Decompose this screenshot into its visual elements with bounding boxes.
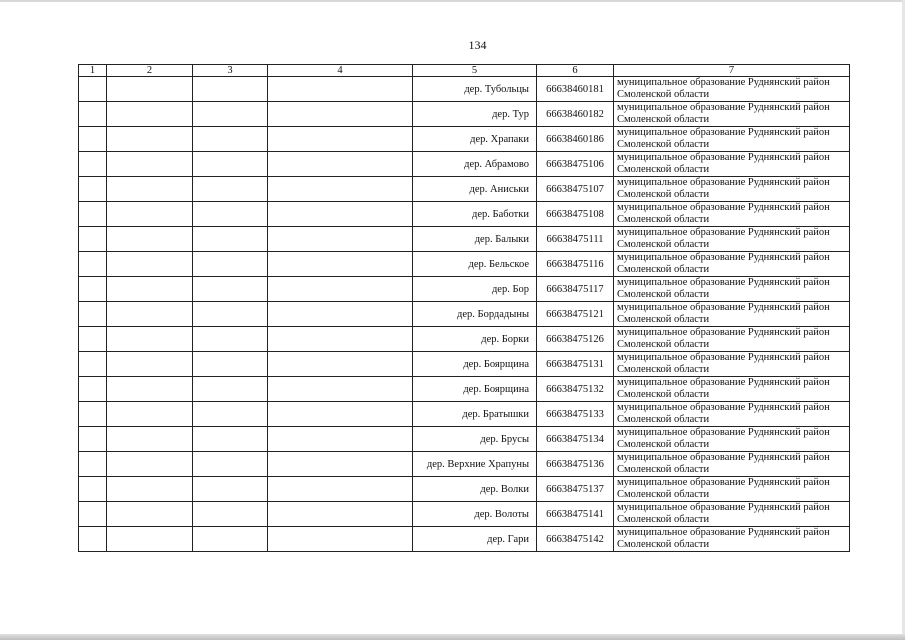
empty-cell-col4 bbox=[268, 227, 413, 252]
oktmo-code-cell: 66638475116 bbox=[537, 252, 614, 277]
municipality-cell bbox=[614, 227, 850, 252]
settlement-name-cell: дер. Брусы bbox=[413, 427, 537, 452]
empty-cell-col3 bbox=[193, 502, 268, 527]
empty-cell-col1 bbox=[79, 152, 107, 177]
empty-cell-col2 bbox=[107, 252, 193, 277]
empty-cell-col4 bbox=[268, 177, 413, 202]
empty-cell-col2 bbox=[107, 177, 193, 202]
empty-cell-col3 bbox=[193, 377, 268, 402]
municipality-cell bbox=[614, 127, 850, 152]
municipality-line-2: Смоленской области bbox=[617, 388, 710, 400]
empty-cell-col1 bbox=[79, 252, 107, 277]
empty-cell-col4 bbox=[268, 152, 413, 177]
empty-cell-col2 bbox=[107, 377, 193, 402]
municipality-line-1: муниципальное образование Руднянский район bbox=[617, 527, 830, 538]
settlement-name-cell: дер. Тубольцы bbox=[413, 77, 537, 102]
oktmo-code-cell: 66638475137 bbox=[537, 477, 614, 502]
table-row bbox=[79, 427, 850, 452]
settlement-name-cell: дер. Храпаки bbox=[413, 127, 537, 152]
table-row bbox=[79, 277, 850, 302]
empty-cell-col4 bbox=[268, 277, 413, 302]
table-row bbox=[79, 252, 850, 277]
table-row bbox=[79, 77, 850, 102]
empty-cell-col2 bbox=[107, 277, 193, 302]
municipality-line-1: муниципальное образование Руднянский район bbox=[617, 252, 830, 263]
municipality-cell bbox=[614, 102, 850, 127]
empty-cell-col3 bbox=[193, 302, 268, 327]
empty-cell-col1 bbox=[79, 502, 107, 527]
empty-cell-col3 bbox=[193, 277, 268, 302]
municipality-line-2: Смоленской области bbox=[617, 463, 710, 475]
table-row bbox=[79, 177, 850, 202]
empty-cell-col2 bbox=[107, 127, 193, 152]
municipality-line-1: муниципальное образование Руднянский район bbox=[617, 302, 830, 313]
municipality-cell bbox=[614, 177, 850, 202]
empty-cell-col3 bbox=[193, 227, 268, 252]
settlement-name-cell: дер. Боярщина bbox=[413, 352, 537, 377]
empty-cell-col4 bbox=[268, 477, 413, 502]
column-header-5: 5 bbox=[413, 65, 537, 77]
table-row bbox=[79, 152, 850, 177]
empty-cell-col2 bbox=[107, 502, 193, 527]
oktmo-code-cell: 66638475126 bbox=[537, 327, 614, 352]
header-row bbox=[79, 65, 850, 77]
empty-cell-col1 bbox=[79, 327, 107, 352]
settlement-name-cell: дер. Абрамово bbox=[413, 152, 537, 177]
settlement-name-cell: дер. Борки bbox=[413, 327, 537, 352]
empty-cell-col4 bbox=[268, 452, 413, 477]
empty-cell-col2 bbox=[107, 352, 193, 377]
empty-cell-col2 bbox=[107, 302, 193, 327]
municipality-cell bbox=[614, 502, 850, 527]
empty-cell-col3 bbox=[193, 477, 268, 502]
oktmo-code-cell: 66638460182 bbox=[537, 102, 614, 127]
settlements-table bbox=[78, 64, 850, 552]
oktmo-code-cell: 66638460181 bbox=[537, 77, 614, 102]
empty-cell-col4 bbox=[268, 402, 413, 427]
empty-cell-col2 bbox=[107, 527, 193, 552]
municipality-line-1: муниципальное образование Руднянский район bbox=[617, 177, 830, 188]
municipality-line-2: Смоленской области bbox=[617, 213, 710, 225]
empty-cell-col3 bbox=[193, 152, 268, 177]
municipality-line-2: Смоленской области bbox=[617, 88, 710, 100]
municipality-line-2: Смоленской области bbox=[617, 363, 710, 375]
oktmo-code-cell: 66638475121 bbox=[537, 302, 614, 327]
oktmo-code-cell: 66638475106 bbox=[537, 152, 614, 177]
municipality-line-1: муниципальное образование Руднянский район bbox=[617, 127, 830, 138]
municipality-line-1: муниципальное образование Руднянский район bbox=[617, 477, 830, 488]
municipality-line-1: муниципальное образование Руднянский район bbox=[617, 402, 830, 413]
table-row bbox=[79, 527, 850, 552]
municipality-line-2: Смоленской области bbox=[617, 313, 710, 325]
settlement-name-cell: дер. Бельское bbox=[413, 252, 537, 277]
empty-cell-col2 bbox=[107, 402, 193, 427]
empty-cell-col2 bbox=[107, 477, 193, 502]
empty-cell-col1 bbox=[79, 402, 107, 427]
empty-cell-col1 bbox=[79, 477, 107, 502]
empty-cell-col1 bbox=[79, 277, 107, 302]
empty-cell-col4 bbox=[268, 527, 413, 552]
empty-cell-col1 bbox=[79, 127, 107, 152]
municipality-cell bbox=[614, 202, 850, 227]
empty-cell-col3 bbox=[193, 77, 268, 102]
municipality-cell bbox=[614, 402, 850, 427]
empty-cell-col3 bbox=[193, 402, 268, 427]
municipality-line-1: муниципальное образование Руднянский район bbox=[617, 352, 830, 363]
oktmo-code-cell: 66638475136 bbox=[537, 452, 614, 477]
municipality-line-2: Смоленской области bbox=[617, 513, 710, 525]
municipality-cell bbox=[614, 152, 850, 177]
settlement-name-cell: дер. Боярщина bbox=[413, 377, 537, 402]
municipality-line-1: муниципальное образование Руднянский район bbox=[617, 277, 830, 288]
settlement-name-cell: дер. Баботки bbox=[413, 202, 537, 227]
municipality-cell bbox=[614, 477, 850, 502]
empty-cell-col4 bbox=[268, 102, 413, 127]
empty-cell-col2 bbox=[107, 77, 193, 102]
empty-cell-col1 bbox=[79, 427, 107, 452]
empty-cell-col4 bbox=[268, 202, 413, 227]
municipality-cell bbox=[614, 352, 850, 377]
empty-cell-col4 bbox=[268, 502, 413, 527]
empty-cell-col4 bbox=[268, 352, 413, 377]
empty-cell-col3 bbox=[193, 177, 268, 202]
empty-cell-col2 bbox=[107, 427, 193, 452]
empty-cell-col4 bbox=[268, 427, 413, 452]
municipality-line-1: муниципальное образование Руднянский район bbox=[617, 202, 830, 213]
municipality-line-1: муниципальное образование Руднянский район bbox=[617, 452, 830, 463]
empty-cell-col3 bbox=[193, 527, 268, 552]
column-header-2: 2 bbox=[107, 65, 193, 77]
municipality-line-2: Смоленской области bbox=[617, 538, 710, 550]
empty-cell-col4 bbox=[268, 327, 413, 352]
table-row bbox=[79, 227, 850, 252]
oktmo-code-cell: 66638475107 bbox=[537, 177, 614, 202]
empty-cell-col1 bbox=[79, 452, 107, 477]
empty-cell-col3 bbox=[193, 102, 268, 127]
settlement-name-cell: дер. Бордадыны bbox=[413, 302, 537, 327]
table-row bbox=[79, 502, 850, 527]
municipality-line-2: Смоленской области bbox=[617, 338, 710, 350]
empty-cell-col3 bbox=[193, 427, 268, 452]
table-row bbox=[79, 302, 850, 327]
oktmo-code-cell: 66638475133 bbox=[537, 402, 614, 427]
empty-cell-col1 bbox=[79, 527, 107, 552]
table-row bbox=[79, 352, 850, 377]
empty-cell-col2 bbox=[107, 327, 193, 352]
municipality-line-1: муниципальное образование Руднянский район bbox=[617, 77, 830, 88]
settlement-name-cell: дер. Гари bbox=[413, 527, 537, 552]
municipality-line-1: муниципальное образование Руднянский район bbox=[617, 427, 830, 438]
column-header-6: 6 bbox=[537, 65, 614, 77]
page-number: 134 bbox=[468, 38, 487, 52]
column-header-3: 3 bbox=[193, 65, 268, 77]
empty-cell-col2 bbox=[107, 102, 193, 127]
empty-cell-col1 bbox=[79, 302, 107, 327]
empty-cell-col2 bbox=[107, 202, 193, 227]
empty-cell-col4 bbox=[268, 302, 413, 327]
oktmo-code-cell: 66638475111 bbox=[537, 227, 614, 252]
empty-cell-col4 bbox=[268, 252, 413, 277]
municipality-cell bbox=[614, 252, 850, 277]
oktmo-code-cell: 66638475134 bbox=[537, 427, 614, 452]
settlement-name-cell: дер. Тур bbox=[413, 102, 537, 127]
empty-cell-col2 bbox=[107, 227, 193, 252]
municipality-cell bbox=[614, 302, 850, 327]
table-row bbox=[79, 402, 850, 427]
oktmo-code-cell: 66638475108 bbox=[537, 202, 614, 227]
municipality-line-2: Смоленской области bbox=[617, 238, 710, 250]
settlement-name-cell: дер. Волоты bbox=[413, 502, 537, 527]
municipality-line-1: муниципальное образование Руднянский район bbox=[617, 152, 830, 163]
municipality-line-1: муниципальное образование Руднянский район bbox=[617, 227, 830, 238]
empty-cell-col3 bbox=[193, 452, 268, 477]
settlement-name-cell: дер. Аниськи bbox=[413, 177, 537, 202]
empty-cell-col2 bbox=[107, 152, 193, 177]
municipality-line-2: Смоленской области bbox=[617, 163, 710, 175]
oktmo-code-cell: 66638475141 bbox=[537, 502, 614, 527]
municipality-cell bbox=[614, 452, 850, 477]
table-row bbox=[79, 377, 850, 402]
empty-cell-col4 bbox=[268, 77, 413, 102]
table-row bbox=[79, 202, 850, 227]
municipality-line-2: Смоленской области bbox=[617, 113, 710, 125]
table-row bbox=[79, 477, 850, 502]
municipality-line-2: Смоленской области bbox=[617, 488, 710, 500]
empty-cell-col3 bbox=[193, 352, 268, 377]
empty-cell-col3 bbox=[193, 202, 268, 227]
column-header-4: 4 bbox=[268, 65, 413, 77]
municipality-line-2: Смоленской области bbox=[617, 438, 710, 450]
oktmo-code-cell: 66638475131 bbox=[537, 352, 614, 377]
empty-cell-col1 bbox=[79, 202, 107, 227]
municipality-cell bbox=[614, 327, 850, 352]
empty-cell-col3 bbox=[193, 252, 268, 277]
empty-cell-col1 bbox=[79, 177, 107, 202]
municipality-line-2: Смоленской области bbox=[617, 288, 710, 300]
scan-bottom-edge bbox=[0, 634, 905, 640]
table-row bbox=[79, 452, 850, 477]
settlement-name-cell: дер. Братышки bbox=[413, 402, 537, 427]
municipality-line-2: Смоленской области bbox=[617, 138, 710, 150]
empty-cell-col1 bbox=[79, 102, 107, 127]
municipality-line-2: Смоленской области bbox=[617, 413, 710, 425]
table-row bbox=[79, 102, 850, 127]
oktmo-code-cell: 66638475117 bbox=[537, 277, 614, 302]
settlement-name-cell: дер. Верхние Храпуны bbox=[413, 452, 537, 477]
municipality-line-1: муниципальное образование Руднянский район bbox=[617, 327, 830, 338]
settlement-name-cell: дер. Бор bbox=[413, 277, 537, 302]
municipality-cell bbox=[614, 277, 850, 302]
empty-cell-col3 bbox=[193, 327, 268, 352]
empty-cell-col1 bbox=[79, 227, 107, 252]
oktmo-code-cell: 66638475142 bbox=[537, 527, 614, 552]
empty-cell-col4 bbox=[268, 127, 413, 152]
empty-cell-col2 bbox=[107, 452, 193, 477]
municipality-line-2: Смоленской области bbox=[617, 188, 710, 200]
municipality-line-1: муниципальное образование Руднянский район bbox=[617, 102, 830, 113]
empty-cell-col1 bbox=[79, 377, 107, 402]
municipality-cell bbox=[614, 377, 850, 402]
settlement-name-cell: дер. Балыки bbox=[413, 227, 537, 252]
empty-cell-col1 bbox=[79, 77, 107, 102]
settlement-name-cell: дер. Волки bbox=[413, 477, 537, 502]
empty-cell-col3 bbox=[193, 127, 268, 152]
municipality-cell bbox=[614, 527, 850, 552]
oktmo-code-cell: 66638460186 bbox=[537, 127, 614, 152]
oktmo-code-cell: 66638475132 bbox=[537, 377, 614, 402]
column-header-7: 7 bbox=[614, 65, 850, 77]
municipality-line-1: муниципальное образование Руднянский район bbox=[617, 502, 830, 513]
municipality-cell bbox=[614, 427, 850, 452]
table-row bbox=[79, 327, 850, 352]
column-header-1: 1 bbox=[79, 65, 107, 77]
municipality-line-2: Смоленской области bbox=[617, 263, 710, 275]
empty-cell-col4 bbox=[268, 377, 413, 402]
table-body bbox=[79, 77, 850, 552]
municipality-line-1: муниципальное образование Руднянский район bbox=[617, 377, 830, 388]
scan-top-edge bbox=[0, 0, 905, 2]
table-row bbox=[79, 127, 850, 152]
empty-cell-col1 bbox=[79, 352, 107, 377]
municipality-cell bbox=[614, 77, 850, 102]
